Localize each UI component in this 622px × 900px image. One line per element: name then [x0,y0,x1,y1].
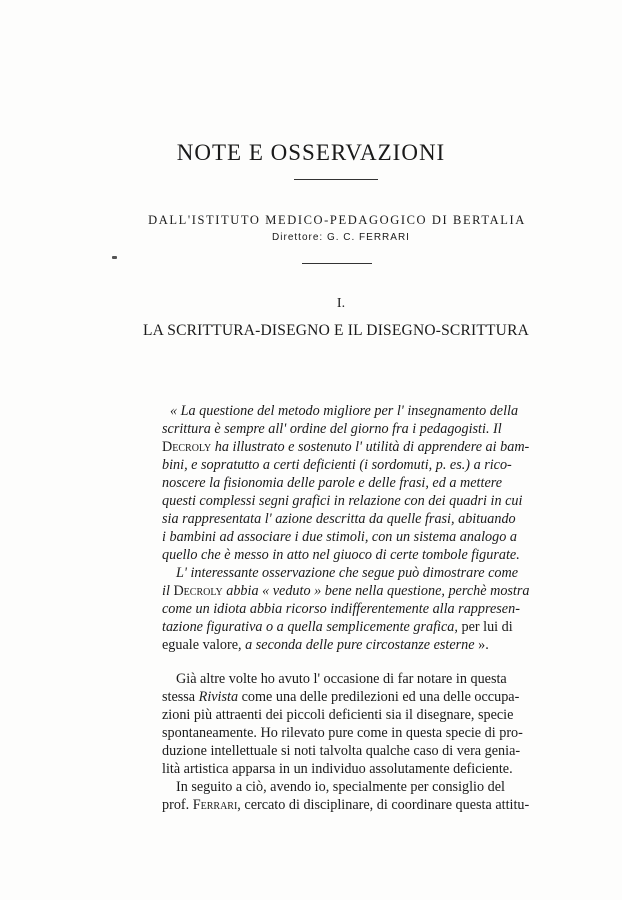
body-line: duzione intellettuale si noti talvolta qualche caso di vera genia- [162,743,521,759]
quote-line: tazione figurativa o a quella semplicemente grafica, per lui di [162,619,513,635]
quote-line: questi complessi segni grafici in relazione con dei quadri in cui [162,493,523,509]
quote-line: i bambini ad associare i due stimoli, con un sistema analogo a [162,529,517,545]
quote-line: sia rappresentata l' azione descritta da quelle frasi, abituando [162,511,516,527]
body-line: stessa Rivista come una delle predilezioni ed una delle occupa- [162,689,520,705]
body-line: Già altre volte ho avuto l' occasione di far notare in questa [176,671,507,687]
body-line: zioni più attraenti dei piccoli deficienti sia il disegnare, specie [162,707,514,723]
quote-line: Decroly ha illustrato e sostenuto l' utilità di apprendere ai bam- [162,439,530,455]
section-title: LA SCRITTURA-DISEGNO E IL DISEGNO-SCRITTURA [142,322,530,339]
quote-line: L' interessante osservazione che segue può dimostrare come [176,565,519,581]
quote-line: come un idiota abbia ricorso indifferentemente alla rappresen- [162,601,520,617]
quote-line: noscere la fisionomia delle parole e delle frasi, ed a mettere [162,475,503,491]
page-title: NOTE E OSSERVAZIONI [176,140,446,165]
director-line: Direttore: G. C. FERRARI [272,232,410,243]
institute-divider [302,263,372,264]
quote-line: scrittura è sempre all' ordine del giorno fra i pedagogisti. Il [162,421,502,437]
author-name: Decroly [162,439,212,455]
quote-line: bini, e sopratutto a certi deficienti (i sordomuti, p. es.) a rico- [162,457,512,473]
body-line: spontaneamente. Ho rilevato pure come in questa specie di pro- [162,725,523,741]
quote-line: eguale valore, a seconda delle pure circostanze esterne ». [162,637,489,653]
body-line: prof. Ferrari, cercato di disciplinare, di coordinare questa attitu- [162,797,530,813]
author-name: Decroly [173,583,223,599]
quote-line: « La questione del metodo migliore per l' insegnamento della [170,403,519,419]
author-name: Ferrari [192,797,238,813]
section-numeral: I. [336,296,346,311]
title-divider [294,179,378,180]
body-line: lità artistica apparsa in un individuo assolutamente deficiente. [162,761,513,777]
stray-ink-mark [112,256,117,259]
body-line: In seguito a ciò, avendo io, specialmente per consiglio del [176,779,505,795]
journal-name: Rivista [198,689,239,705]
quote-line: quello che è messo in atto nel giuoco di certe tombole figurate. [162,547,520,563]
institute-heading: DALL'ISTITUTO MEDICO-PEDAGOGICO DI BERTALIA [148,213,526,227]
quote-line: il Decroly abbia « veduto » bene nella questione, perchè mostra [162,583,530,599]
